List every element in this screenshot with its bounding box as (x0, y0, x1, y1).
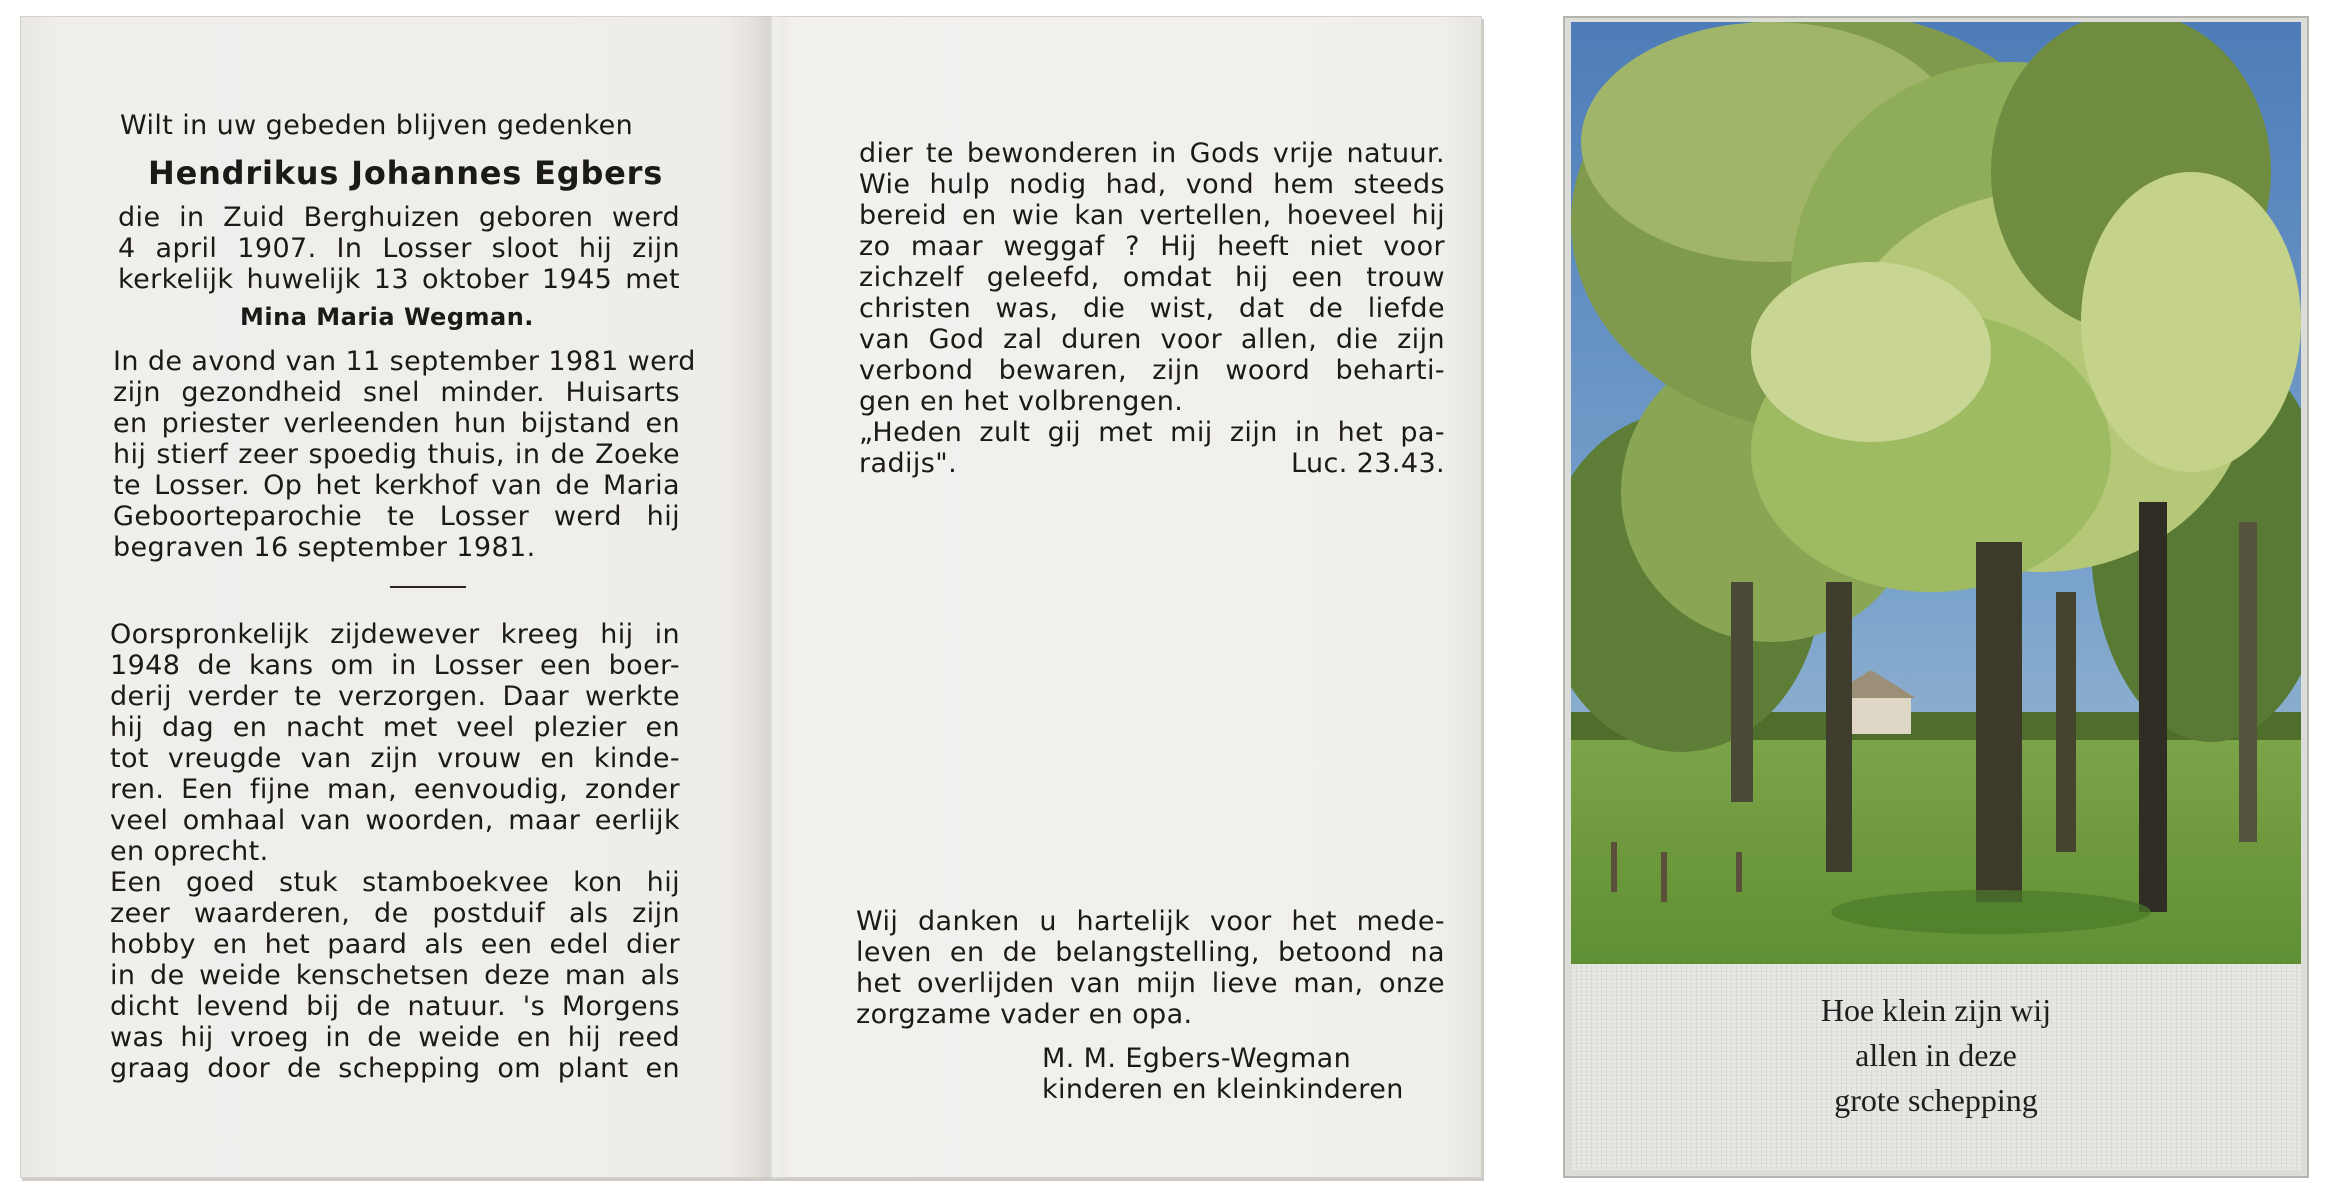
text-line: Geboorteparochie te Losser werd hij (113, 501, 680, 532)
text-line: 1948 de kans om in Losser een boer- (110, 650, 680, 681)
text-line: gen en het volbrengen. (859, 386, 1184, 417)
text-line: hij stierf zeer spoedig thuis, in de Zoeke (113, 439, 680, 470)
text-line: veel omhaal van woorden, maar eerlijk (110, 805, 680, 836)
text-line: ren. Een fijne man, eenvoudig, zonder (110, 774, 680, 805)
separator-rule (390, 586, 466, 588)
right-page (782, 16, 1482, 1178)
text-line: bereid en wie kan vertellen, hoeveel hij (859, 200, 1445, 231)
text-line: zichzelf geleefd, omdat hij een trouw (859, 262, 1445, 293)
caption-line: grote schepping (1834, 1082, 2038, 1118)
text-line: christen was, die wist, dat de liefde (859, 293, 1445, 324)
text-line: kerkelijk huwelijk 13 oktober 1945 met (118, 264, 680, 295)
text-line: was hij vroeg in de weide en hij reed (110, 1022, 680, 1053)
text-line: derij verder te verzorgen. Daar werkte (110, 681, 680, 712)
left-page (20, 16, 760, 1178)
text-line: hij dag en nacht met veel plezier en (110, 712, 680, 743)
caption-line: allen in deze (1855, 1037, 2017, 1073)
signature-name: M. M. Egbers-Wegman (1042, 1043, 1352, 1074)
text-line: in de weide kenschetsen deze man als (110, 960, 680, 991)
memorial-card-front (1563, 16, 2309, 1178)
landscape-photo (1571, 22, 2301, 964)
deceased-name: Hendrikus Johannes Egbers (148, 154, 664, 192)
text-line: Oorspronkelijk zijdewever kreeg hij in (110, 619, 680, 650)
text-line: 4 april 1907. In Losser sloot hij zijn (118, 233, 680, 264)
text-line: In de avond van 11 september 1981 werd (113, 346, 696, 377)
text-line: dier te bewonderen in Gods vrije natuur. (859, 138, 1445, 169)
text-line: leven en de belangstelling, betoond na (856, 937, 1445, 968)
text-line: zorgzame vader en opa. (856, 999, 1193, 1030)
text-line: van God zal duren voor allen, die zijn (859, 324, 1445, 355)
text-line: en priester verleenden hun bijstand en (113, 408, 680, 439)
text-line: hobby en het paard als een edel dier (110, 929, 680, 960)
card-fold (758, 16, 784, 1178)
text-line: tot vreugde van zijn vrouw en kinde- (110, 743, 680, 774)
text-line: zo maar weggaf ? Hij heeft niet voor (859, 231, 1445, 262)
text-line: Wie hulp nodig had, vond hem steeds (859, 169, 1445, 200)
text-line: „Heden zult gij met mij zijn in het pa- (859, 417, 1445, 448)
text-line: zeer waarderen, de postduif als zijn (110, 898, 680, 929)
text-line: het overlijden van mijn lieve man, onze (856, 968, 1445, 999)
quote-reference: Luc. 23.43. (1291, 448, 1445, 479)
text-line: begraven 16 september 1981. (113, 532, 536, 563)
text-line: verbond bewaren, zijn woord beharti- (859, 355, 1445, 386)
text-line: te Losser. Op het kerkhof van de Maria (113, 470, 680, 501)
intro-line: Wilt in uw gebeden blijven gedenken (120, 110, 634, 141)
caption-line: Hoe klein zijn wij (1820, 992, 2052, 1028)
memorial-card-inside (20, 16, 1482, 1178)
text-line: Een goed stuk stamboekvee kon hij (110, 867, 680, 898)
text-line: en oprecht. (110, 836, 269, 867)
text-line: die in Zuid Berghuizen geboren werd (118, 202, 680, 233)
text-line: zijn gezondheid snel minder. Huisarts (113, 377, 680, 408)
caption-panel (1571, 964, 2301, 1170)
text-line: graag door de schepping om plant en (110, 1053, 680, 1084)
text-line: dicht levend bij de natuur. 's Morgens (110, 991, 680, 1022)
spouse-name: Mina Maria Wegman. (240, 303, 534, 331)
signature-family: kinderen en kleinkinderen (1042, 1074, 1404, 1105)
quote-end: radijs". (859, 448, 958, 479)
text-line: Wij danken u hartelijk voor het mede- (856, 906, 1445, 937)
trees-meadow-image (1571, 22, 2301, 964)
